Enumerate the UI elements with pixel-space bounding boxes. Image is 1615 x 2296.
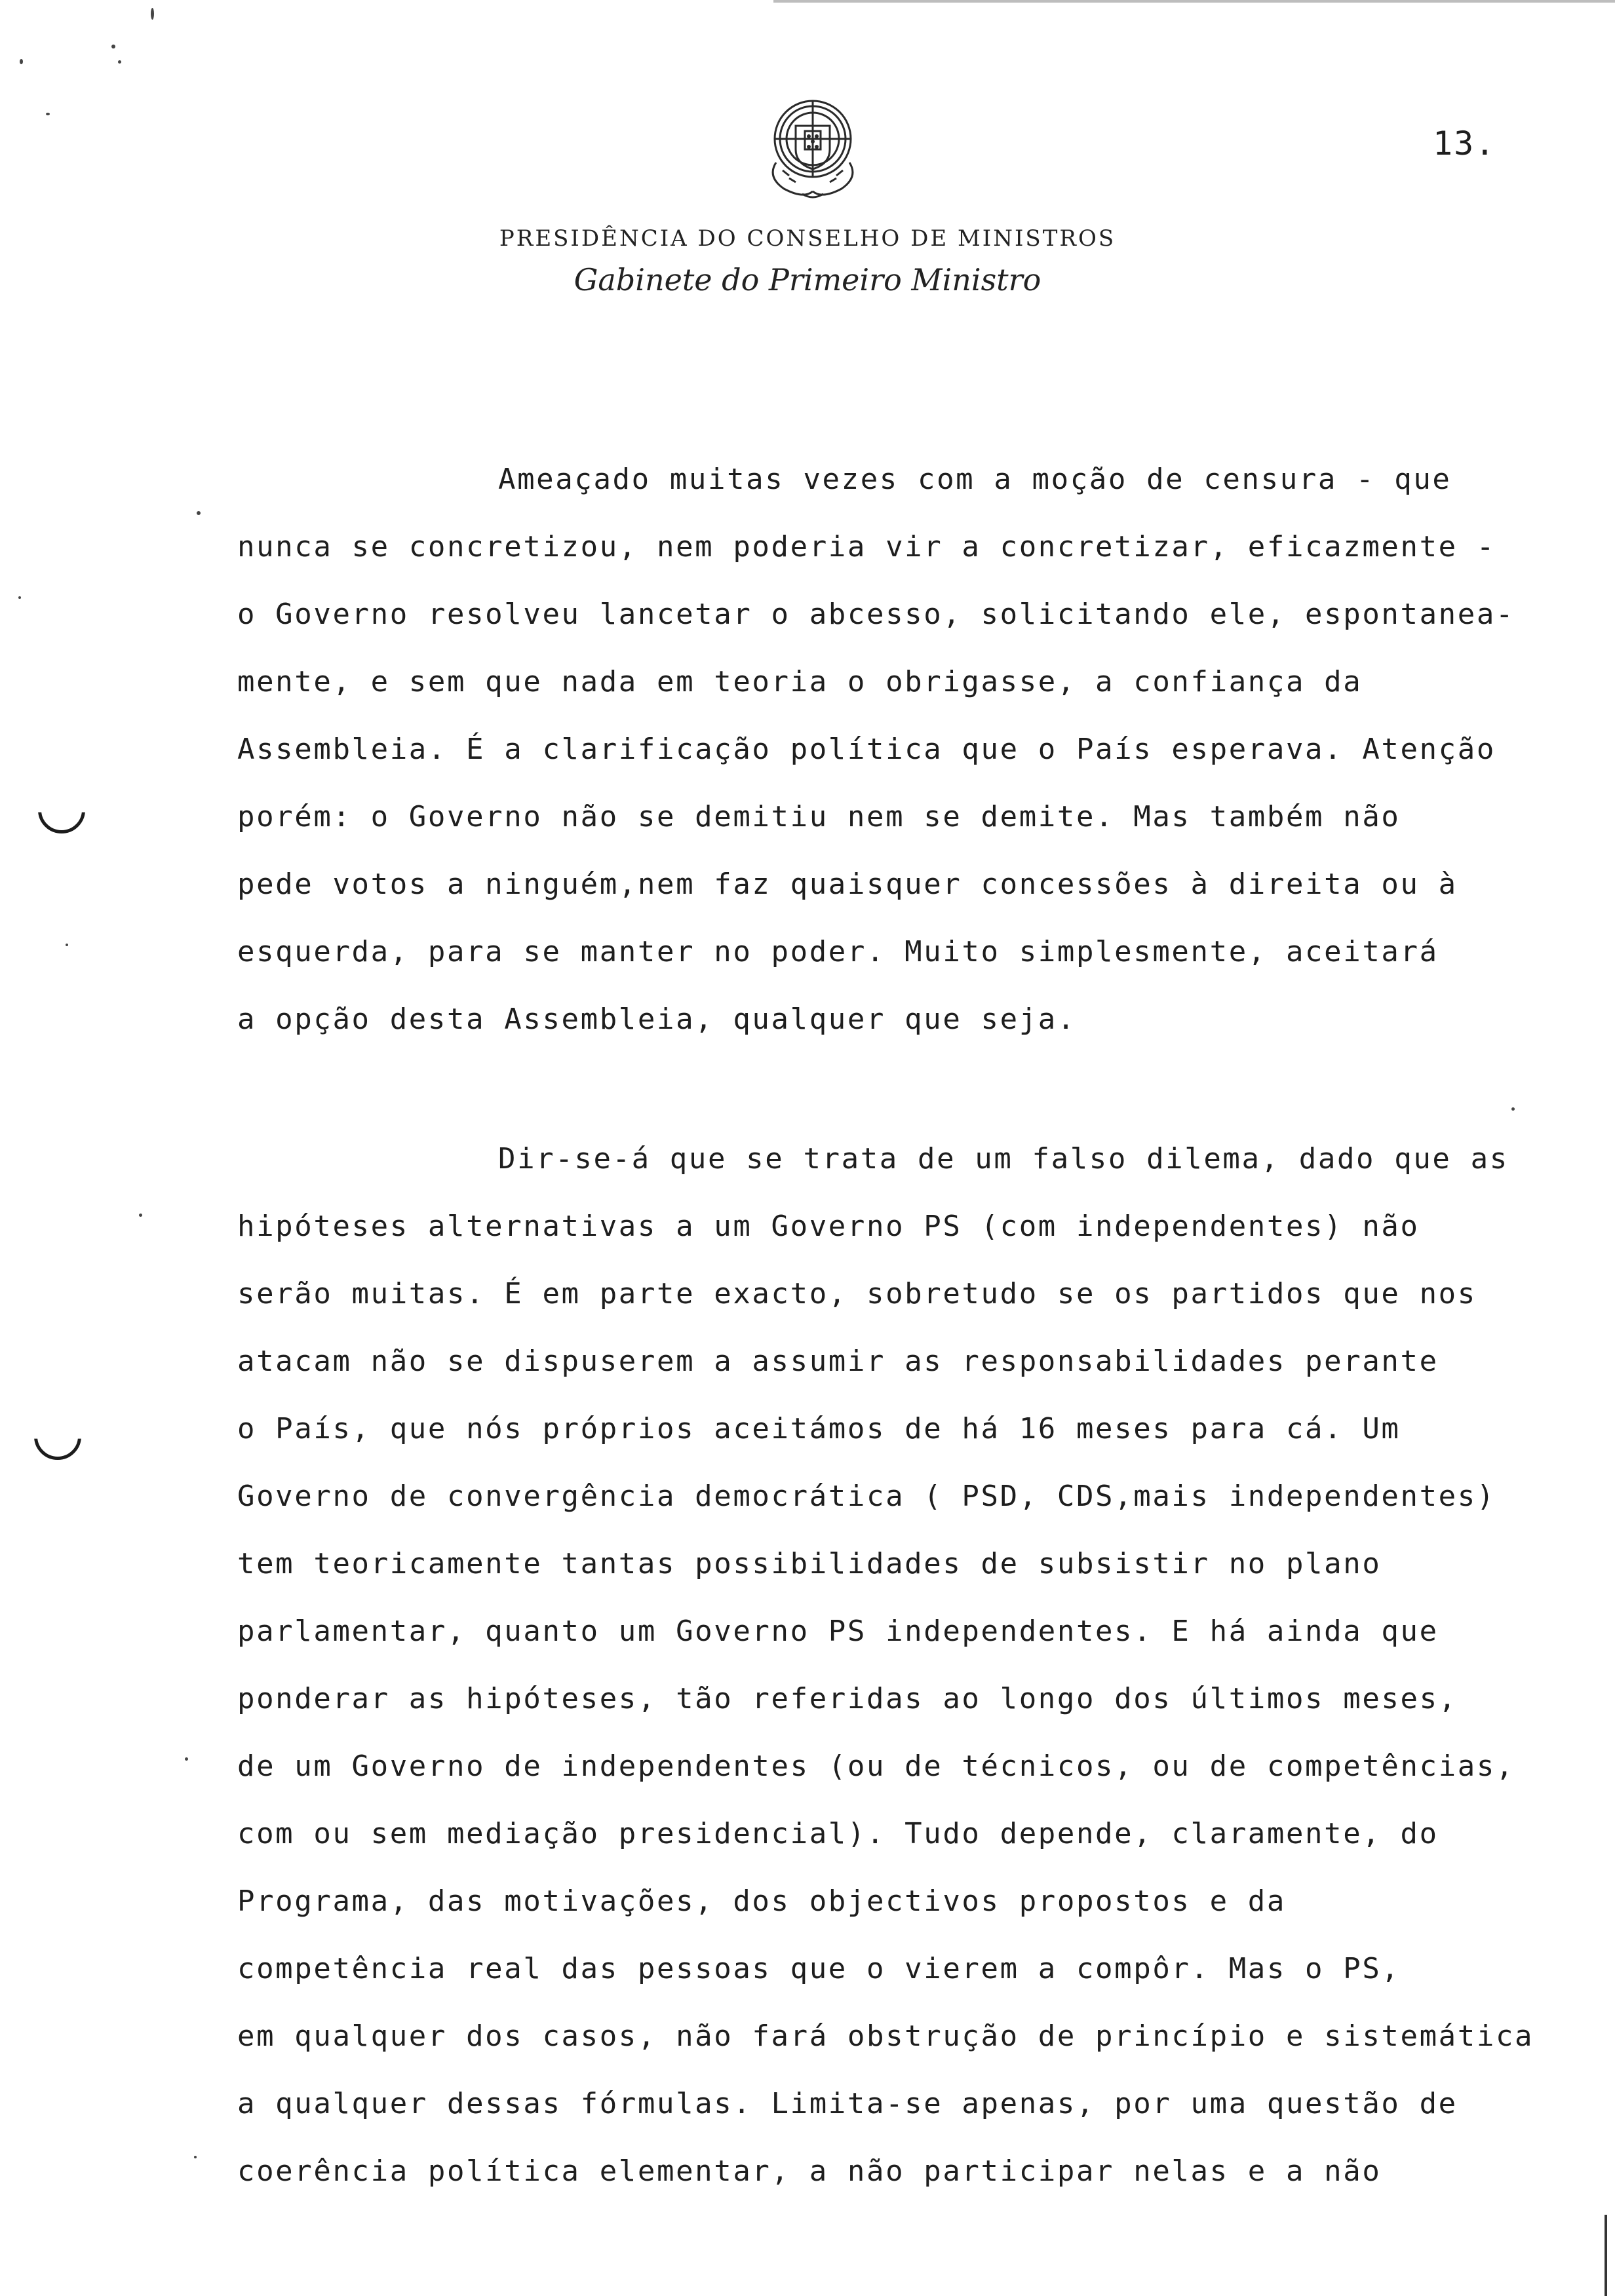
punch-hole-mark [38, 786, 85, 833]
text-line: Governo de convergência democrática ( PSD, CDS,mais independentes) [237, 1480, 1496, 1513]
text-line: coerência política elementar, a não participar nelas e a não [237, 2154, 1382, 2188]
text-line: nunca se concretizou, nem poderia vir a concretizar, eficazmente - [237, 530, 1496, 564]
page-number: 13. [1433, 124, 1496, 163]
text-line: esquerda, para se manter no poder. Muito simplesmente, aceitará [237, 935, 1439, 968]
text-line: parlamentar, quanto um Governo PS independentes. E há ainda que [237, 1615, 1439, 1648]
text-line: tem teoricamente tantas possibilidades de subsistir no plano [237, 1547, 1382, 1580]
speech-text [237, 446, 1561, 2205]
text-line: Programa, das motivações, dos objectivos propostos e da [237, 1885, 1286, 1918]
punch-hole-mark [34, 1413, 81, 1460]
scan-speck [151, 8, 154, 20]
text-line: porém: o Governo não se demitiu nem se demite. Mas também não [237, 800, 1401, 833]
text-line: mente, e sem que nada em teoria o obrigasse, a confiança da [237, 665, 1363, 698]
scan-speck [46, 113, 50, 115]
text-line: hipóteses alternativas a um Governo PS (com independentes) não [237, 1210, 1420, 1243]
scan-top-edge [773, 0, 1615, 3]
text-line: pede votos a ninguém,nem faz quaisquer concessões à direita ou à [237, 868, 1458, 901]
text-line: o Governo resolveu lancetar o abcesso, solicitando ele, espontanea- [237, 598, 1515, 631]
text-line: Ameaçado muitas vezes com a moção de censura - que [498, 463, 1452, 496]
text-line: o País, que nós próprios aceitámos de há 16 meses para cá. Um [237, 1412, 1401, 1445]
text-line: a qualquer dessas fórmulas. Limita-se apenas, por uma questão de [237, 2087, 1458, 2120]
paragraph-gap [237, 1053, 1561, 1125]
text-line: de um Governo de independentes (ou de técnicos, ou de competências, [237, 1750, 1515, 1783]
scan-speck [197, 511, 201, 515]
text-line: com ou sem mediação presidencial). Tudo depende, claramente, do [237, 1817, 1439, 1850]
scan-speck [118, 60, 121, 64]
scan-speck [66, 944, 68, 946]
text-line: Dir-se-á que se trata de um falso dilema, dado que as [498, 1142, 1509, 1176]
scan-speck [18, 596, 21, 599]
text-line: atacam não se dispuserem a assumir as responsabilidades perante [237, 1345, 1439, 1378]
scan-speck [111, 45, 115, 48]
text-line: serão muitas. É em parte exacto, sobretudo se os partidos que nos [237, 1277, 1477, 1311]
cabinet-subtitle: Gabinete do Primeiro Ministro [574, 262, 1041, 297]
scan-speck [194, 2156, 197, 2158]
paragraph-1 [237, 446, 1561, 1053]
text-line: ponderar as hipóteses, tão referidas ao longo dos últimos meses, [237, 1682, 1458, 1715]
text-line: em qualquer dos casos, não fará obstrução de princípio e sistemática [237, 2019, 1534, 2053]
scan-speck [1511, 1107, 1515, 1111]
office-title: PRESIDÊNCIA DO CONSELHO DE MINISTROS [499, 225, 1116, 252]
coat-of-arms-icon [763, 92, 863, 202]
scan-speck [139, 1214, 142, 1217]
text-line: competência real das pessoas que o vierem a compôr. Mas o PS, [237, 1952, 1401, 1985]
scan-speck [20, 59, 23, 64]
text-line: Assembleia. É a clarificação política que o País esperava. Atenção [237, 733, 1496, 766]
scan-speck [185, 1757, 188, 1761]
text-line: a opção desta Assembleia, qualquer que seja. [237, 1003, 1076, 1036]
paragraph-2 [237, 1125, 1561, 2205]
scan-right-edge [1605, 2215, 1607, 2296]
